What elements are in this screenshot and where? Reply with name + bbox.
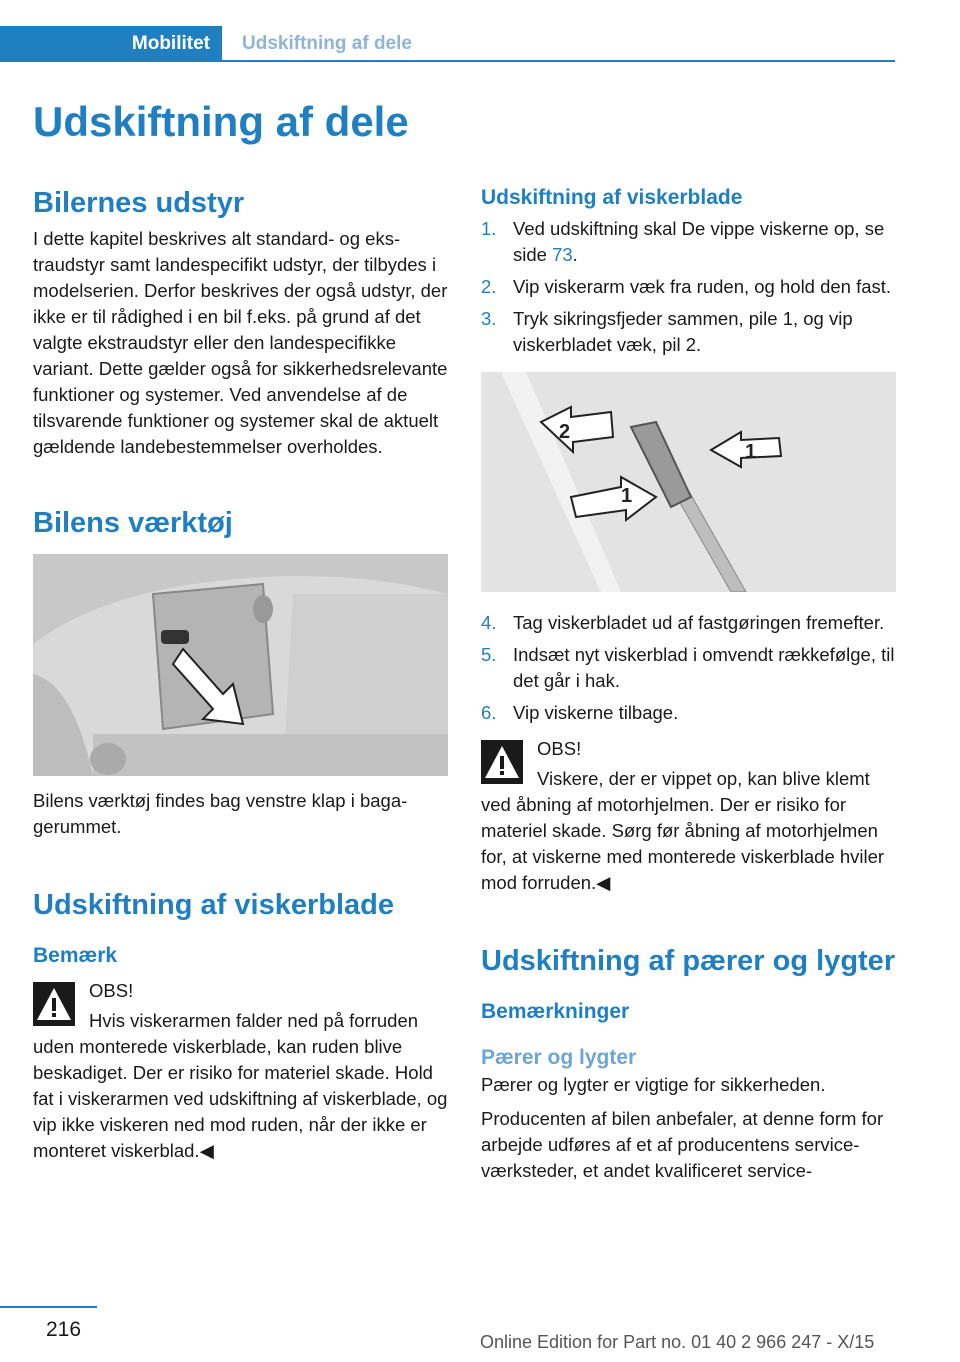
- right-column: [481, 182, 896, 1184]
- bulbs-p2: Producenten af bilen anbefaler, at denne form for arbejde udføres af et af producentens serviceværksteder, et andet kvalificeret service-: [481, 1108, 884, 1181]
- step-text: Tag viskerbladet ud af fastgøringen fremefter.: [513, 612, 885, 633]
- steps-list-b: [481, 610, 896, 726]
- wipers-subheading: Bemærk: [33, 944, 118, 967]
- step-number: 3.: [481, 308, 497, 329]
- list-item: [481, 642, 896, 694]
- warning-triangle-icon: [481, 740, 523, 784]
- figure-label: 2: [559, 421, 571, 443]
- wipers-heading: Udskiftning af viskerblade: [33, 889, 394, 921]
- step-text: Vip viskerne tilbage.: [513, 702, 679, 723]
- tools-caption: Bilens værktøj findes bag venstre klap i bagagerummet.: [33, 790, 408, 837]
- step-number: 6.: [481, 702, 497, 723]
- figure-label: 1: [745, 441, 757, 463]
- list-item: [481, 306, 896, 358]
- chapter-tab[interactable]: Mobilitet: [0, 26, 222, 62]
- section-tab[interactable]: Udskiftning af dele: [242, 33, 412, 54]
- warning-text: Hvis viskerarmen falder ned på forruden uden monterede viskerblade, kan ruden blive beskadiget. Der er risiko for materiel skade. Hold fat i viskerarmen ved udskiftning af viskerblade, og vip ikke viskeren ned mod ruden, når der ikke er monteret viskerblad.◀: [33, 1010, 448, 1161]
- list-item: [481, 700, 896, 726]
- footer-rule: [0, 1306, 97, 1308]
- step-number: 2.: [481, 276, 497, 297]
- trunk-tool-illustration: [33, 554, 448, 776]
- step-text: Indsæt nyt viskerblad i omvendt rækkefølge, til det går i hak.: [513, 644, 895, 691]
- list-item: [481, 610, 896, 636]
- page-number: 216: [46, 1318, 82, 1341]
- equipment-text: I dette kapitel beskrives alt standard- og ekstraudstyr samt landespecifikt udstyr, der tilbydes i modelserien. Derfor beskrives der også udstyr, der ikke er til rådighed i en bil f.eks. på grund af det valgte ekstraudstyr eller den landespecifikke variant. Dette gælder også for sikkerhedsrelevante funktioner og systemer. Ved anvendelse af de tilsvarende funktioner og systemer skal de aktuelt gældende landebestemmelser overholdes.: [33, 228, 448, 457]
- step-text-after: .: [572, 244, 578, 265]
- list-item: [481, 274, 896, 300]
- wipers-warning: [33, 978, 448, 1164]
- list-item: [481, 216, 896, 268]
- wiper-blade-illustration: [481, 372, 896, 592]
- step-number: 4.: [481, 612, 497, 633]
- bulbs-p1: Pærer og lygter er vigtige for sikkerheden.: [481, 1074, 826, 1095]
- wiper-replace-heading: Udskiftning af viskerblade: [481, 186, 743, 209]
- wiper-warning: [481, 736, 896, 896]
- figure-label: 1: [621, 485, 633, 507]
- header-underline: [0, 60, 895, 62]
- equipment-heading: Bilernes udstyr: [33, 187, 245, 219]
- left-column: [33, 182, 448, 1164]
- warning-text: Viskere, der er vippet op, kan blive klemt ved åbning af motorhjelmen. Der er risiko for materiel skade. Sørg før åbning af motorhjelmen for, at viskerne med monterede viskerblade hviler mod forruden.◀: [481, 768, 885, 893]
- warning-triangle-icon: [33, 982, 75, 1026]
- warning-title: OBS!: [537, 738, 582, 759]
- bulbs-sub2: Pærer og lygter: [481, 1046, 637, 1069]
- step-number: 5.: [481, 644, 497, 665]
- steps-list-a: [481, 216, 896, 358]
- step-text: Tryk sikringsfjeder sammen, pile 1, og vip viskerbladet væk, pil 2.: [513, 308, 853, 355]
- step-text: Vip viskerarm væk fra ruden, og hold den fast.: [513, 276, 892, 297]
- page-title: Udskiftning af dele: [33, 98, 409, 145]
- page-link[interactable]: 73: [552, 244, 573, 265]
- step-number: 1.: [481, 218, 497, 239]
- bulbs-heading: Udskiftning af pærer og lygter: [481, 945, 896, 977]
- footer-edition: Online Edition for Part no. 01 40 2 966 247 - X/15: [480, 1332, 875, 1352]
- step-text: Ved udskiftning skal De vippe viskerne op, se side: [513, 218, 885, 265]
- warning-title: OBS!: [89, 980, 134, 1001]
- bulbs-subheading: Bemærkninger: [481, 1000, 630, 1023]
- tools-heading: Bilens værktøj: [33, 507, 233, 539]
- header-bar: [0, 26, 895, 62]
